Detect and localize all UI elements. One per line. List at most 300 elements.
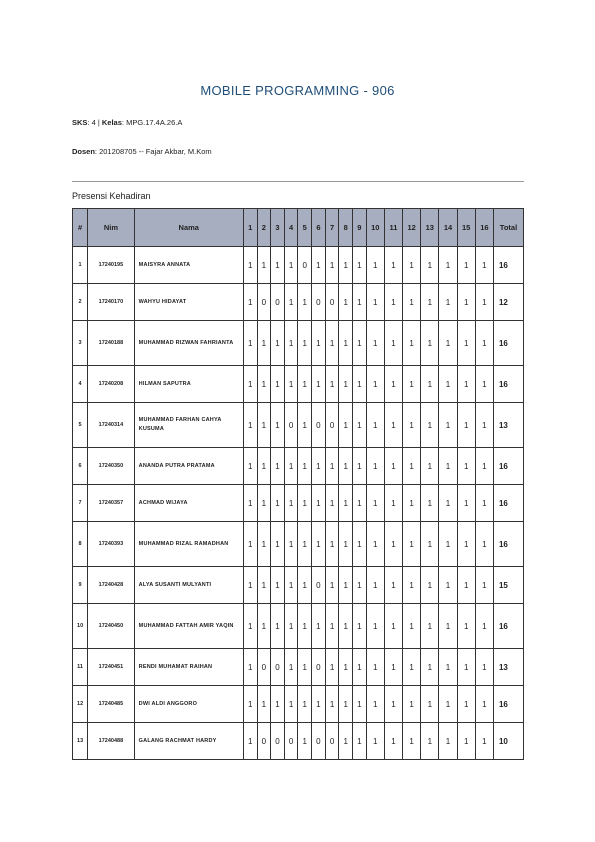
divider — [72, 181, 524, 182]
row-number: 6 — [73, 448, 88, 485]
attendance-cell: 1 — [243, 723, 257, 760]
attendance-cell: 1 — [271, 321, 285, 366]
attendance-cell: 1 — [284, 284, 298, 321]
attendance-cell: 1 — [439, 522, 457, 567]
attendance-cell: 1 — [339, 686, 353, 723]
column-header: # — [73, 209, 88, 247]
attendance-cell: 1 — [271, 366, 285, 403]
attendance-cell: 1 — [298, 448, 312, 485]
attendance-cell: 1 — [457, 448, 475, 485]
attendance-cell: 1 — [457, 723, 475, 760]
attendance-cell: 1 — [403, 448, 421, 485]
attendance-total: 16 — [493, 522, 523, 567]
attendance-total: 16 — [493, 448, 523, 485]
attendance-cell: 1 — [384, 403, 402, 448]
attendance-table — [72, 208, 524, 760]
attendance-cell: 1 — [325, 321, 339, 366]
table-row — [73, 686, 524, 723]
attendance-cell: 1 — [284, 485, 298, 522]
attendance-cell: 1 — [339, 604, 353, 649]
attendance-cell: 1 — [366, 686, 384, 723]
row-number: 4 — [73, 366, 88, 403]
attendance-cell: 1 — [339, 284, 353, 321]
attendance-cell: 1 — [384, 522, 402, 567]
attendance-cell: 1 — [312, 366, 326, 403]
column-header: 8 — [339, 209, 353, 247]
attendance-cell: 1 — [403, 366, 421, 403]
attendance-cell: 1 — [366, 321, 384, 366]
attendance-cell: 1 — [298, 284, 312, 321]
column-header: 12 — [403, 209, 421, 247]
attendance-cell: 0 — [325, 284, 339, 321]
table-row — [73, 567, 524, 604]
column-header: 6 — [312, 209, 326, 247]
attendance-cell: 1 — [325, 485, 339, 522]
attendance-cell: 1 — [475, 366, 493, 403]
attendance-cell: 1 — [353, 686, 367, 723]
attendance-cell: 1 — [403, 485, 421, 522]
attendance-cell: 1 — [384, 649, 402, 686]
attendance-cell: 1 — [457, 284, 475, 321]
attendance-cell: 1 — [353, 485, 367, 522]
attendance-cell: 1 — [271, 448, 285, 485]
attendance-cell: 1 — [475, 567, 493, 604]
table-row — [73, 522, 524, 567]
attendance-cell: 1 — [421, 321, 439, 366]
student-nim: 17240451 — [88, 649, 135, 686]
table-row — [73, 448, 524, 485]
student-nim: 17240357 — [88, 485, 135, 522]
row-number: 10 — [73, 604, 88, 649]
attendance-cell: 1 — [457, 247, 475, 284]
attendance-cell: 0 — [312, 567, 326, 604]
attendance-cell: 1 — [284, 321, 298, 366]
attendance-cell: 1 — [384, 247, 402, 284]
table-row — [73, 321, 524, 366]
attendance-cell: 1 — [312, 604, 326, 649]
attendance-cell: 1 — [384, 485, 402, 522]
attendance-cell: 1 — [353, 448, 367, 485]
attendance-cell: 1 — [353, 366, 367, 403]
attendance-cell: 1 — [384, 366, 402, 403]
attendance-cell: 1 — [284, 247, 298, 284]
attendance-cell: 1 — [475, 448, 493, 485]
student-nim: 17240195 — [88, 247, 135, 284]
attendance-cell: 1 — [353, 723, 367, 760]
attendance-cell: 1 — [257, 321, 271, 366]
attendance-cell: 1 — [257, 567, 271, 604]
attendance-cell: 1 — [339, 723, 353, 760]
attendance-cell: 1 — [257, 247, 271, 284]
column-header: 13 — [421, 209, 439, 247]
attendance-cell: 1 — [339, 649, 353, 686]
attendance-cell: 1 — [271, 247, 285, 284]
attendance-cell: 1 — [243, 321, 257, 366]
attendance-cell: 1 — [325, 448, 339, 485]
attendance-cell: 1 — [298, 567, 312, 604]
attendance-cell: 1 — [384, 723, 402, 760]
attendance-cell: 1 — [384, 321, 402, 366]
attendance-cell: 1 — [339, 366, 353, 403]
attendance-total: 16 — [493, 247, 523, 284]
column-header: 7 — [325, 209, 339, 247]
table-row — [73, 485, 524, 522]
attendance-cell: 1 — [284, 686, 298, 723]
attendance-cell: 1 — [312, 522, 326, 567]
attendance-cell: 1 — [421, 284, 439, 321]
attendance-cell: 1 — [312, 321, 326, 366]
kelas-value: : MPG.17.4A.26.A — [121, 118, 183, 127]
attendance-cell: 0 — [312, 284, 326, 321]
attendance-cell: 1 — [353, 567, 367, 604]
column-header: 16 — [475, 209, 493, 247]
student-name: MUHAMMAD RIZWAN FAHRIANTA — [134, 321, 243, 366]
attendance-cell: 1 — [325, 649, 339, 686]
attendance-cell: 1 — [384, 448, 402, 485]
attendance-cell: 1 — [339, 522, 353, 567]
student-nim: 17240488 — [88, 723, 135, 760]
column-header: 11 — [384, 209, 402, 247]
attendance-cell: 1 — [439, 567, 457, 604]
attendance-cell: 1 — [284, 448, 298, 485]
attendance-cell: 1 — [366, 485, 384, 522]
column-header: 3 — [271, 209, 285, 247]
attendance-cell: 1 — [298, 604, 312, 649]
page-title: MOBILE PROGRAMMING - 906 — [200, 83, 395, 98]
student-nim: 17240485 — [88, 686, 135, 723]
lecturer-meta — [72, 147, 212, 156]
attendance-cell: 1 — [243, 604, 257, 649]
row-number: 11 — [73, 649, 88, 686]
attendance-cell: 1 — [325, 567, 339, 604]
attendance-cell: 1 — [312, 686, 326, 723]
column-header: 2 — [257, 209, 271, 247]
attendance-total: 13 — [493, 403, 523, 448]
attendance-cell: 1 — [475, 686, 493, 723]
attendance-cell: 1 — [339, 448, 353, 485]
attendance-cell: 1 — [421, 403, 439, 448]
attendance-cell: 1 — [257, 366, 271, 403]
attendance-cell: 1 — [439, 686, 457, 723]
attendance-cell: 1 — [439, 723, 457, 760]
column-header: Nim — [88, 209, 135, 247]
attendance-cell: 1 — [284, 649, 298, 686]
table-row — [73, 284, 524, 321]
row-number: 5 — [73, 403, 88, 448]
attendance-cell: 1 — [271, 567, 285, 604]
attendance-cell: 1 — [421, 522, 439, 567]
attendance-cell: 1 — [243, 649, 257, 686]
attendance-total: 16 — [493, 604, 523, 649]
row-number: 1 — [73, 247, 88, 284]
column-header: 14 — [439, 209, 457, 247]
attendance-cell: 1 — [384, 686, 402, 723]
attendance-cell: 1 — [457, 403, 475, 448]
attendance-cell: 1 — [384, 567, 402, 604]
attendance-cell: 1 — [457, 321, 475, 366]
student-name: ALYA SUSANTI MULYANTI — [134, 567, 243, 604]
student-name: MAISYRA ANNATA — [134, 247, 243, 284]
attendance-cell: 1 — [312, 448, 326, 485]
row-number: 12 — [73, 686, 88, 723]
attendance-cell: 1 — [339, 567, 353, 604]
attendance-cell: 1 — [339, 485, 353, 522]
attendance-cell: 1 — [271, 485, 285, 522]
attendance-cell: 1 — [475, 723, 493, 760]
attendance-cell: 1 — [366, 604, 384, 649]
attendance-cell: 1 — [384, 284, 402, 321]
attendance-cell: 0 — [312, 403, 326, 448]
column-header: 15 — [457, 209, 475, 247]
attendance-cell: 1 — [339, 321, 353, 366]
attendance-cell: 1 — [325, 686, 339, 723]
student-name: MUHAMMAD FARHAN CAHYA KUSUMA — [134, 403, 243, 448]
column-header: 1 — [243, 209, 257, 247]
attendance-cell: 1 — [284, 604, 298, 649]
student-nim: 17240450 — [88, 604, 135, 649]
attendance-cell: 1 — [421, 366, 439, 403]
attendance-cell: 0 — [312, 723, 326, 760]
attendance-cell: 1 — [325, 366, 339, 403]
attendance-cell: 1 — [421, 567, 439, 604]
attendance-cell: 0 — [271, 284, 285, 321]
attendance-total: 13 — [493, 649, 523, 686]
attendance-cell: 1 — [257, 485, 271, 522]
student-nim: 17240314 — [88, 403, 135, 448]
attendance-cell: 1 — [457, 686, 475, 723]
attendance-cell: 1 — [421, 604, 439, 649]
kelas-label: Kelas — [101, 118, 122, 127]
attendance-cell: 1 — [298, 686, 312, 723]
attendance-cell: 1 — [421, 686, 439, 723]
attendance-cell: 1 — [243, 686, 257, 723]
attendance-cell: 1 — [353, 403, 367, 448]
attendance-cell: 1 — [439, 649, 457, 686]
attendance-cell: 1 — [403, 567, 421, 604]
attendance-cell: 1 — [298, 649, 312, 686]
attendance-cell: 1 — [312, 485, 326, 522]
attendance-cell: 1 — [366, 567, 384, 604]
attendance-cell: 1 — [439, 485, 457, 522]
attendance-cell: 1 — [312, 247, 326, 284]
attendance-cell: 1 — [284, 567, 298, 604]
attendance-cell: 1 — [271, 403, 285, 448]
attendance-cell: 0 — [298, 247, 312, 284]
column-header: 5 — [298, 209, 312, 247]
attendance-cell: 1 — [384, 604, 402, 649]
attendance-cell: 1 — [353, 604, 367, 649]
attendance-cell: 1 — [353, 649, 367, 686]
student-name: ACHMAD WIJAYA — [134, 485, 243, 522]
attendance-total: 16 — [493, 366, 523, 403]
attendance-cell: 1 — [243, 485, 257, 522]
attendance-cell: 1 — [439, 448, 457, 485]
attendance-cell: 1 — [243, 403, 257, 448]
attendance-cell: 1 — [339, 403, 353, 448]
attendance-cell: 1 — [403, 321, 421, 366]
attendance-cell: 1 — [421, 649, 439, 686]
attendance-cell: 1 — [243, 522, 257, 567]
attendance-cell: 1 — [403, 247, 421, 284]
attendance-cell: 1 — [298, 723, 312, 760]
attendance-cell: 1 — [403, 686, 421, 723]
attendance-cell: 1 — [403, 522, 421, 567]
attendance-cell: 1 — [475, 284, 493, 321]
attendance-cell: 1 — [439, 604, 457, 649]
student-nim: 17240188 — [88, 321, 135, 366]
student-name: ANANDA PUTRA PRATAMA — [134, 448, 243, 485]
row-number: 2 — [73, 284, 88, 321]
attendance-cell: 1 — [353, 247, 367, 284]
attendance-cell: 1 — [403, 284, 421, 321]
attendance-cell: 0 — [325, 723, 339, 760]
attendance-cell: 0 — [257, 723, 271, 760]
section-title: Presensi Kehadiran — [72, 191, 151, 201]
student-nim: 17240393 — [88, 522, 135, 567]
attendance-cell: 1 — [271, 522, 285, 567]
column-header: 9 — [353, 209, 367, 247]
student-name: DWI ALDI ANGGORO — [134, 686, 243, 723]
dosen-label: Dosen — [72, 147, 95, 156]
attendance-cell: 1 — [257, 522, 271, 567]
attendance-cell: 1 — [353, 284, 367, 321]
student-nim: 17240350 — [88, 448, 135, 485]
column-header: 4 — [284, 209, 298, 247]
attendance-cell: 1 — [457, 649, 475, 686]
attendance-cell: 1 — [475, 522, 493, 567]
attendance-cell: 1 — [325, 604, 339, 649]
attendance-cell: 1 — [421, 448, 439, 485]
attendance-cell: 0 — [284, 403, 298, 448]
attendance-cell: 1 — [457, 567, 475, 604]
attendance-cell: 1 — [325, 247, 339, 284]
attendance-cell: 1 — [475, 247, 493, 284]
attendance-total: 16 — [493, 686, 523, 723]
attendance-cell: 1 — [257, 448, 271, 485]
attendance-cell: 1 — [325, 522, 339, 567]
attendance-total: 16 — [493, 485, 523, 522]
attendance-cell: 1 — [243, 284, 257, 321]
attendance-cell: 1 — [353, 321, 367, 366]
attendance-cell: 1 — [475, 321, 493, 366]
attendance-cell: 1 — [243, 567, 257, 604]
sks-value: : 4 | — [87, 118, 102, 127]
attendance-cell: 1 — [439, 403, 457, 448]
attendance-cell: 1 — [366, 448, 384, 485]
attendance-cell: 1 — [284, 522, 298, 567]
attendance-cell: 1 — [421, 723, 439, 760]
attendance-cell: 1 — [366, 649, 384, 686]
attendance-cell: 1 — [439, 284, 457, 321]
table-row — [73, 247, 524, 284]
attendance-cell: 1 — [403, 604, 421, 649]
student-nim: 17240170 — [88, 284, 135, 321]
row-number: 7 — [73, 485, 88, 522]
table-row — [73, 366, 524, 403]
attendance-cell: 1 — [257, 403, 271, 448]
attendance-cell: 0 — [284, 723, 298, 760]
student-name: RENDI MUHAMAT RAIHAN — [134, 649, 243, 686]
attendance-cell: 1 — [243, 366, 257, 403]
attendance-cell: 1 — [457, 522, 475, 567]
attendance-cell: 1 — [366, 522, 384, 567]
attendance-cell: 1 — [339, 247, 353, 284]
attendance-cell: 1 — [243, 247, 257, 284]
attendance-total: 16 — [493, 321, 523, 366]
table-row — [73, 604, 524, 649]
attendance-cell: 1 — [475, 649, 493, 686]
attendance-total: 10 — [493, 723, 523, 760]
attendance-cell: 0 — [271, 649, 285, 686]
attendance-cell: 1 — [298, 522, 312, 567]
student-nim: 17240208 — [88, 366, 135, 403]
attendance-cell: 1 — [457, 366, 475, 403]
attendance-cell: 1 — [457, 604, 475, 649]
table-row — [73, 649, 524, 686]
column-header: 10 — [366, 209, 384, 247]
attendance-cell: 1 — [271, 686, 285, 723]
attendance-cell: 0 — [257, 284, 271, 321]
attendance-cell: 1 — [366, 284, 384, 321]
student-nim: 17240428 — [88, 567, 135, 604]
attendance-cell: 1 — [298, 485, 312, 522]
attendance-total: 15 — [493, 567, 523, 604]
sks-label: SKS — [72, 118, 88, 127]
attendance-cell: 1 — [403, 723, 421, 760]
attendance-cell: 1 — [403, 403, 421, 448]
student-name: HILMAN SAPUTRA — [134, 366, 243, 403]
row-number: 13 — [73, 723, 88, 760]
attendance-cell: 1 — [475, 485, 493, 522]
attendance-cell: 1 — [439, 366, 457, 403]
attendance-cell: 1 — [366, 403, 384, 448]
student-name: MUHAMMAD FATTAH AMIR YAQIN — [134, 604, 243, 649]
student-name: GALANG RACHMAT HARDY — [134, 723, 243, 760]
attendance-cell: 1 — [298, 321, 312, 366]
student-name: WAHYU HIDAYAT — [134, 284, 243, 321]
attendance-cell: 1 — [403, 649, 421, 686]
attendance-cell: 1 — [475, 604, 493, 649]
table-row — [73, 403, 524, 448]
attendance-cell: 1 — [257, 686, 271, 723]
attendance-cell: 1 — [421, 247, 439, 284]
attendance-cell: 0 — [312, 649, 326, 686]
attendance-cell: 1 — [284, 366, 298, 403]
attendance-cell: 0 — [271, 723, 285, 760]
attendance-cell: 0 — [325, 403, 339, 448]
attendance-cell: 1 — [366, 723, 384, 760]
attendance-cell: 1 — [421, 485, 439, 522]
column-header: Total — [493, 209, 523, 247]
attendance-cell: 1 — [366, 366, 384, 403]
table-header-row — [73, 209, 524, 247]
row-number: 9 — [73, 567, 88, 604]
attendance-cell: 1 — [257, 604, 271, 649]
attendance-cell: 1 — [457, 485, 475, 522]
attendance-cell: 1 — [475, 403, 493, 448]
attendance-total: 12 — [493, 284, 523, 321]
row-number: 3 — [73, 321, 88, 366]
column-header: Nama — [134, 209, 243, 247]
attendance-cell: 1 — [271, 604, 285, 649]
attendance-cell: 1 — [353, 522, 367, 567]
row-number: 8 — [73, 522, 88, 567]
attendance-cell: 1 — [439, 247, 457, 284]
attendance-cell: 1 — [439, 321, 457, 366]
attendance-cell: 1 — [243, 448, 257, 485]
course-meta — [72, 118, 182, 127]
attendance-cell: 1 — [366, 247, 384, 284]
